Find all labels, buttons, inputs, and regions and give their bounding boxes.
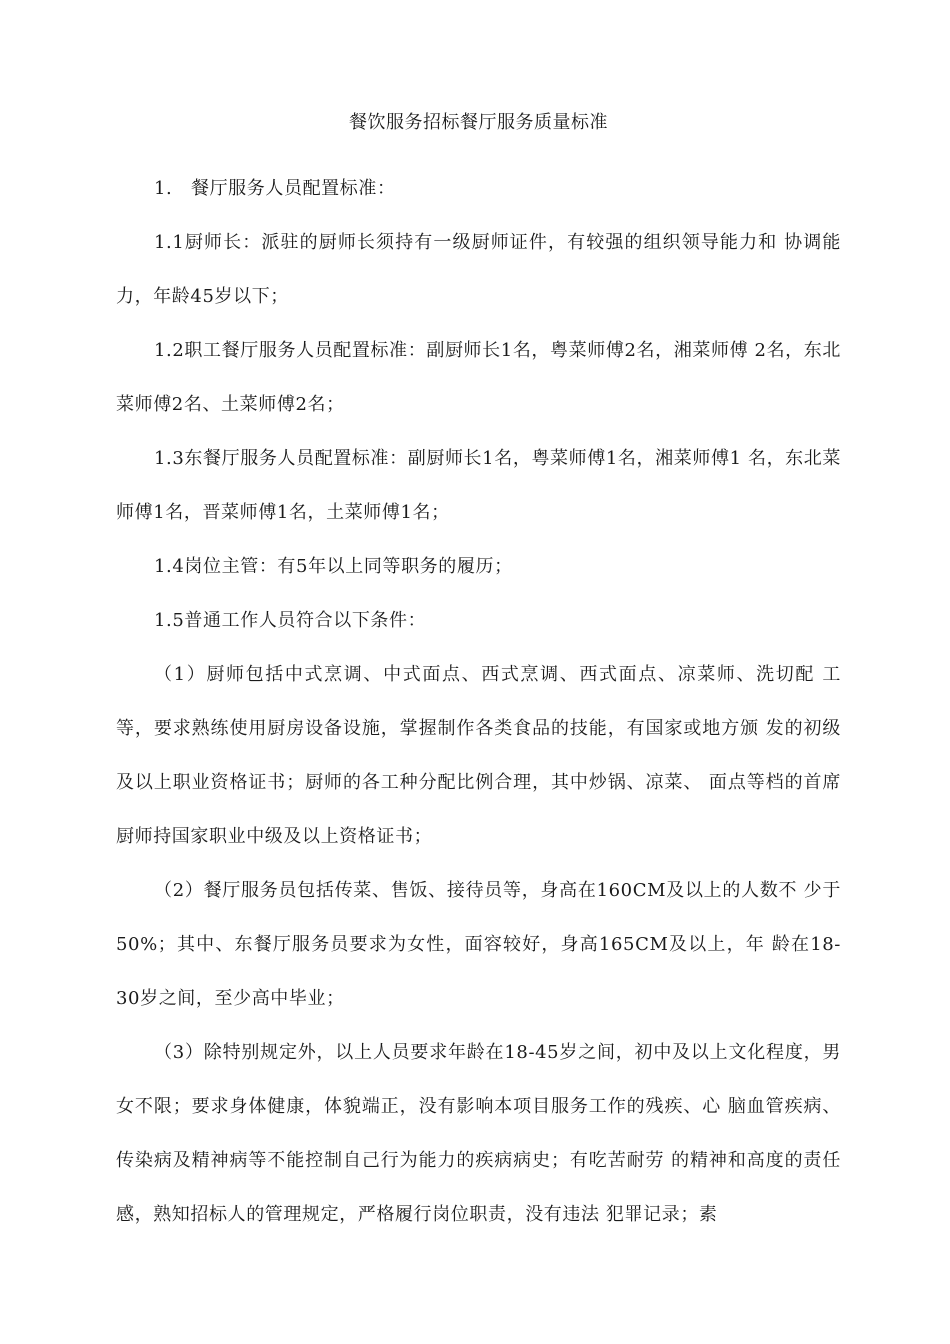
- paragraph-1-4: 1.4岗位主管：有5年以上同等职务的履历；: [154, 556, 513, 577]
- paragraph-item-3: （3）除特别规定外，以上人员要求年龄在18-45岁之间，初中及以上文化程度，男女不限；要求身体健康，体貌端正，没有影响本项目服务工作的残疾、心 脑血管疾病、传染病及精神病等不能控制自己行为能力的疾病病史；有吃苦耐劳 的精神和高度的责任感，熟知招标人的管理规定，严格履行岗位职责，没有违法 犯罪记录；素: [116, 1042, 841, 1225]
- paragraph-1-5: 1.5普通工作人员符合以下条件：: [154, 610, 427, 631]
- paragraph-1-2: 1.2职工餐厅服务人员配置标准：副厨师长1名，粤菜师傅2名，湘菜师傅 2名，东北菜师傅2名、土菜师傅2名；: [116, 340, 841, 415]
- paragraph-1-3: 1.3东餐厅服务人员配置标准：副厨师长1名，粤菜师傅1名，湘菜师傅1 名，东北菜师傅1名，晋菜师傅1名，土菜师傅1名；: [116, 448, 841, 523]
- paragraph-item-2: （2）餐厅服务员包括传菜、售饭、接待员等，身高在160CM及以上的人数不 少于50%；其中、东餐厅服务员要求为女性，面容较好，身高165CM及以上，年 龄在18-30岁之间，至少高中毕业；: [116, 880, 841, 1009]
- document-title: 餐饮服务招标餐厅服务质量标准: [349, 112, 608, 133]
- paragraph-1: 1. 餐厅服务人员配置标准：: [154, 178, 396, 199]
- paragraph-1-1: 1.1厨师长：派驻的厨师长须持有一级厨师证件，有较强的组织领导能力和 协调能力，年龄45岁以下；: [116, 232, 841, 307]
- document-page: [116, 108, 841, 1242]
- paragraph-item-1: （1）厨师包括中式烹调、中式面点、西式烹调、西式面点、凉菜师、洗切配 工等，要求熟练使用厨房设备设施，掌握制作各类食品的技能，有国家或地方颁 发的初级及以上职业资格证书；厨师的各工种分配比例合理，其中炒锅、凉菜、 面点等档的首席厨师持国家职业中级及以上资格证书；: [116, 664, 841, 847]
